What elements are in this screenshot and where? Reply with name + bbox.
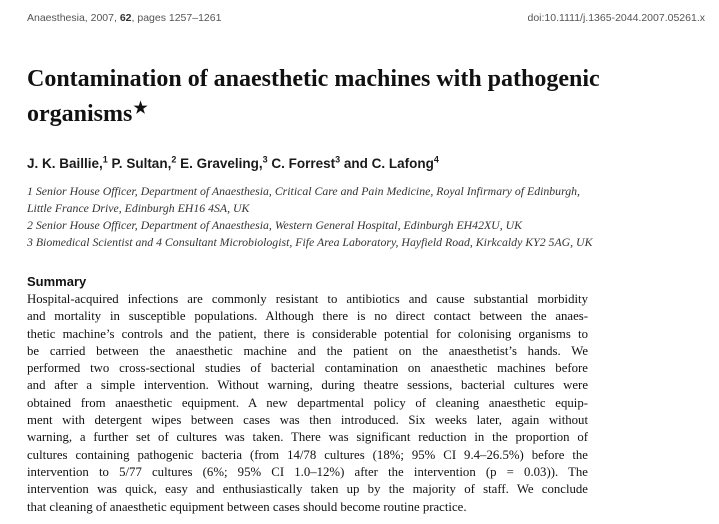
citation-prefix: Anaesthesia, 2007, — [27, 12, 120, 24]
summary-line: that cleaning of anaesthetic equipment between cases should become routine practice. — [27, 499, 467, 514]
summary-text — [27, 291, 588, 516]
affiliation-line: Little France Drive, Edinburgh EH16 4SA, UK — [27, 201, 250, 215]
author-affiliation-number: 1 — [102, 154, 108, 164]
summary-line: be carried between the anaesthetic machine and the patient on the anaesthetist’s hands. We — [27, 343, 588, 358]
author — [268, 156, 341, 171]
summary-line: ment with detergent wipes between cases was then introduced. Six weeks later, again without — [27, 413, 588, 428]
author-name: P. Sultan, — [107, 155, 172, 171]
author-affiliation-number: 3 — [335, 154, 341, 164]
summary-line: warning, a further set of cultures was taken. There was significant reduction in the proportion of — [27, 430, 588, 445]
summary-line: intervention to 5/77 cultures (6%; 95% CI 1.0–12%) after the intervention (p = 0.03)). The — [27, 464, 588, 479]
author-list — [27, 154, 439, 171]
title-line-2-text: organisms — [27, 101, 133, 127]
author-name: J. K. Baillie, — [27, 155, 103, 171]
affiliations — [27, 183, 592, 251]
summary-line: thetic machine’s controls and the patient, there is considerable potential for colonising organisms to — [27, 326, 588, 341]
title-line-2 — [27, 94, 707, 129]
doi[interactable]: doi:10.1111/j.1365-2044.2007.05261.x — [527, 12, 705, 24]
title-line-1: Contamination of anaesthetic machines with pathogenic — [27, 66, 600, 92]
affiliation-line: 3 Biomedical Scientist and 4 Consultant Microbiologist, Fife Area Laboratory, Hayfield Road, Kirkcaldy KY2 5AG, UK — [27, 235, 593, 249]
citation-pages: , pages 1257–1261 — [131, 12, 222, 24]
author-name: and C. Lafong — [340, 155, 434, 171]
article-title — [27, 64, 707, 129]
summary-line: and mortality in susceptible populations. Although there is no direct contact between the anaes- — [27, 309, 588, 324]
summary-line: obtained from anaesthetic equipment. A new departmental policy of cleaning anaesthetic equip- — [27, 395, 588, 410]
affiliation-line: 1 Senior House Officer, Department of Anaesthesia, Critical Care and Pain Medicine, Royal Infirmary of Edinburgh, — [27, 184, 580, 198]
author-name: E. Graveling, — [176, 155, 263, 171]
volume-number: 62 — [119, 12, 132, 24]
summary-line: cultures containing pathogenic bacteria (from 14/78 cultures (18%; 95% CI 9.4–26.5%) before the — [27, 447, 588, 462]
author — [340, 156, 439, 171]
affiliation-line: 2 Senior House Officer, Department of Anaesthesia, Western General Hospital, Edinburgh EH42XU, UK — [27, 218, 522, 232]
summary-line: performed two cross-sectional studies of bacterial contamination on anaesthetic machines before — [27, 361, 588, 376]
summary-line: Hospital-acquired infections are commonly resistant to antibiotics and cause substantial morbidity — [27, 292, 588, 306]
author-name: C. Forrest — [267, 155, 336, 171]
author — [176, 156, 267, 171]
summary-heading: Summary — [27, 274, 87, 289]
author — [108, 156, 177, 171]
author — [27, 156, 108, 171]
author-affiliation-number: 4 — [433, 154, 439, 164]
summary-line: and after a simple intervention. Without warning, during theatre sessions, bacterial cultures were — [27, 378, 588, 393]
author-affiliation-number: 2 — [171, 154, 177, 164]
author-affiliation-number: 3 — [262, 154, 268, 164]
star-footnote-icon[interactable]: ★ — [133, 100, 148, 117]
summary-line: intervention was quick, easy and enthusiastically taken up by the majority of staff. We conclude — [27, 482, 588, 497]
journal-citation — [27, 12, 221, 24]
